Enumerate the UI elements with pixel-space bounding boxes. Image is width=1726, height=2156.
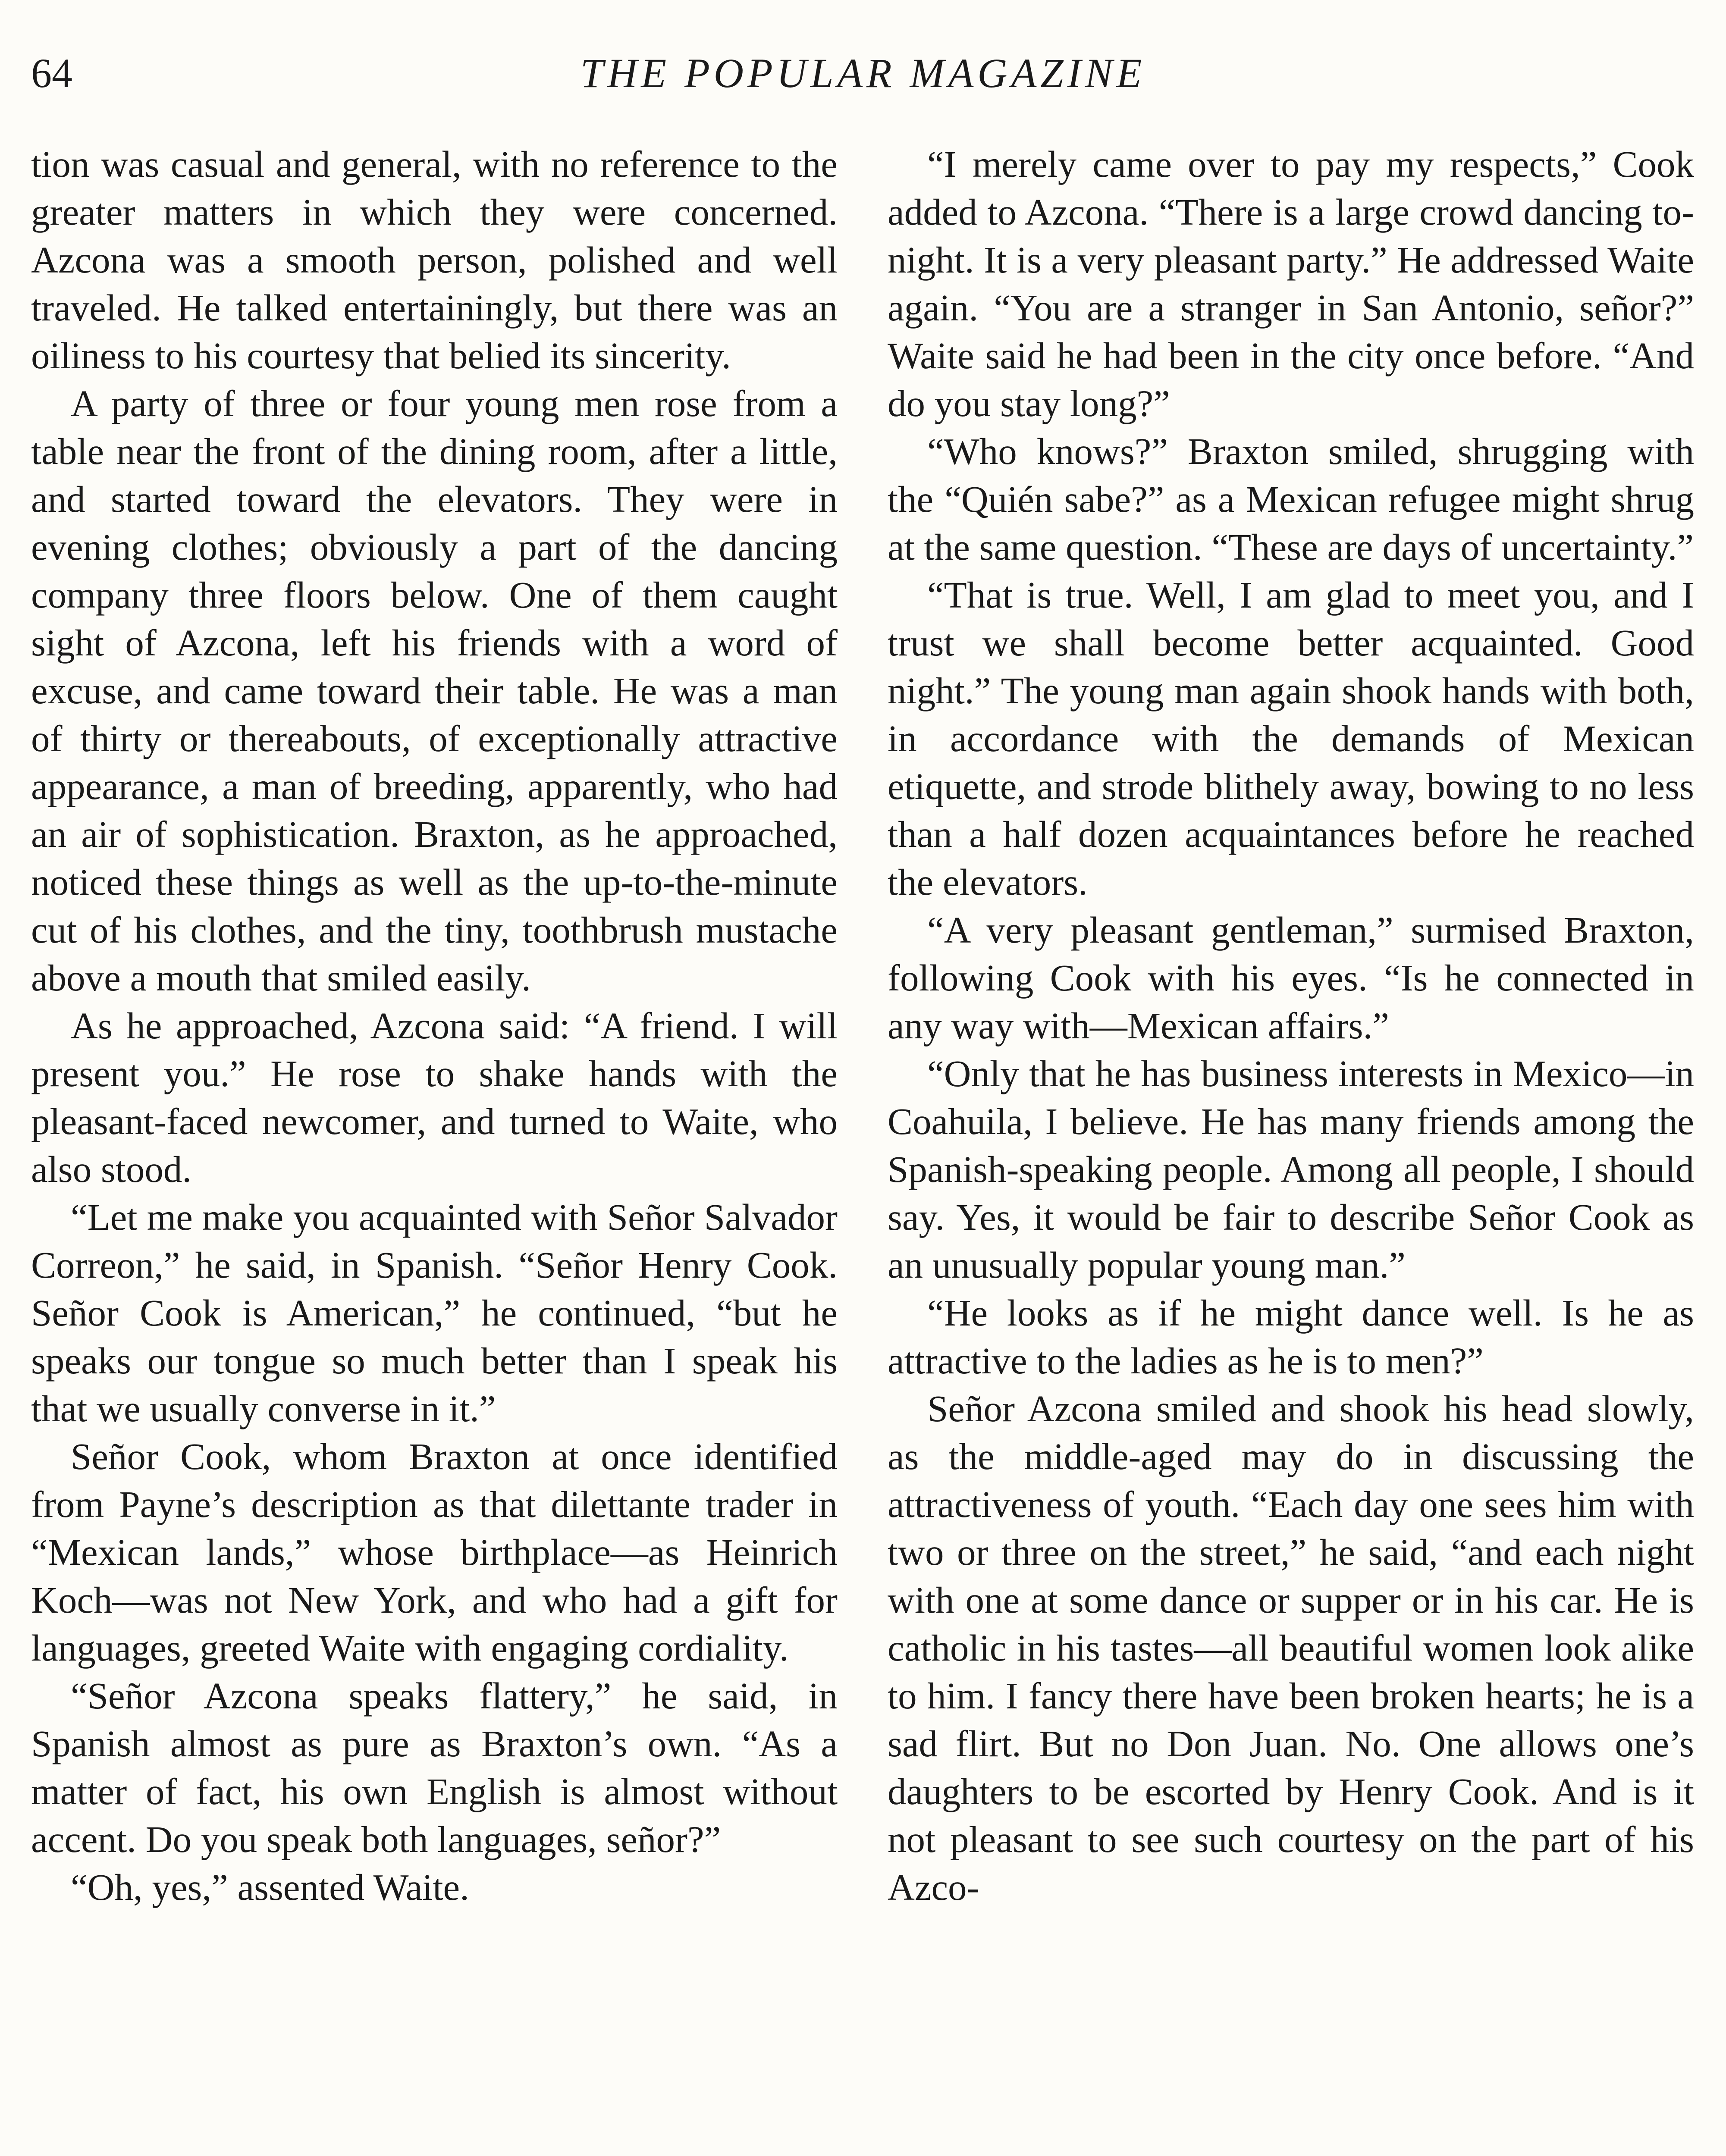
paragraph: tion was casual and general, with no reference to the greater matters in which they were concerned. Azcona was a smooth person, polished and well traveled. He talked entertainingly, but there was an oiliness to his courtesy that belied its sincerity. — [31, 143, 838, 376]
paragraph: “Only that he has business interests in Mexico—in Coahuila, I believe. He has many friends among the Spanish-speaking people. Among all people, I should say. Yes, it would be fair to describe Señor Cook as an unusually popular young man.” — [888, 1053, 1694, 1286]
running-title: THE POPULAR MAGAZINE — [580, 50, 1146, 96]
page-number: 64 — [31, 50, 72, 96]
paragraph: “A very pleasant gentleman,” surmised Braxton, following Cook with his eyes. “Is he connected in any way with—Mexican affairs.” — [888, 909, 1694, 1047]
right-column — [888, 140, 1694, 2156]
paragraph: “That is true. Well, I am glad to meet you, and I trust we shall become better acquainted. Good night.” The young man again shook hands with both, in accordance with the demands of Mexican etiquette, and strode blithely away, bowing to no less than a half dozen acquaintances before he reached the elevators. — [888, 574, 1694, 903]
paragraph: A party of three or four young men rose from a table near the front of the dining room, after a little, and started toward the elevators. They were in evening clothes; obviously a part of the dancing company three floors below. One of them caught sight of Azcona, left his friends with a word of excuse, and came toward their table. He was a man of thirty or thereabouts, of exceptionally attractive appearance, a man of breeding, apparently, who had an air of sophistication. Braxton, as he approached, noticed these things as well as the up-to-the-minute cut of his clothes, and the tiny, toothbrush mustache above a mouth that smiled easily. — [31, 382, 838, 999]
paragraph: “He looks as if he might dance well. Is he as attractive to the ladies as he is to men?” — [888, 1292, 1694, 1382]
paragraph: Señor Azcona smiled and shook his head slowly, as the middle-aged may do in discussing the attractiveness of youth. “Each day one sees him with two or three on the street,” he said, “and each night with one at some dance or supper or in his car. He is catholic in his tastes—all beautiful women look alike to him. I fancy there have been broken hearts; he is a sad flirt. But no Don Juan. No. One allows one’s daughters to be escorted by Henry Cook. And is it not pleasant to see such courtesy on the part of his Azco- — [888, 1388, 1694, 1908]
paragraph: As he approached, Azcona said: “A friend. I will present you.” He rose to shake hands with the pleasant-faced newcomer, and turned to Waite, who also stood. — [31, 1005, 838, 1190]
paragraph: “Who knows?” Braxton smiled, shrugging with the “Quién sabe?” as a Mexican refugee might shrug at the same question. “These are days of uncertainty.” — [888, 430, 1694, 568]
paragraph: Señor Cook, whom Braxton at once identified from Payne’s description as that dilettante trader in “Mexican lands,” whose birthplace—as Heinrich Koch—was not New York, and who had a gift for languages, greeted Waite with engaging cordiality. — [31, 1435, 838, 1669]
page-header — [31, 47, 1695, 99]
paragraph: “Oh, yes,” assented Waite. — [71, 1866, 469, 1908]
paragraph: “Let me make you acquainted with Señor Salvador Correon,” he said, in Spanish. “Señor Henry Cook. Señor Cook is American,” he continued, “but he speaks our tongue so much better than I speak his that we usually converse in it.” — [31, 1196, 838, 1429]
paragraph: “I merely came over to pay my respects,” Cook added to Azcona. “There is a large crowd dancing to-night. It is a very pleasant party.” He addressed Waite again. “You are a stranger in San Antonio, señor?” Waite said he had been in the city once before. “And do you stay long?” — [888, 143, 1694, 424]
paragraph: “Señor Azcona speaks flattery,” he said, in Spanish almost as pure as Braxton’s own. “As a matter of fact, his own English is almost without accent. Do you speak both languages, señor?” — [31, 1675, 838, 1860]
left-column — [31, 140, 838, 2156]
